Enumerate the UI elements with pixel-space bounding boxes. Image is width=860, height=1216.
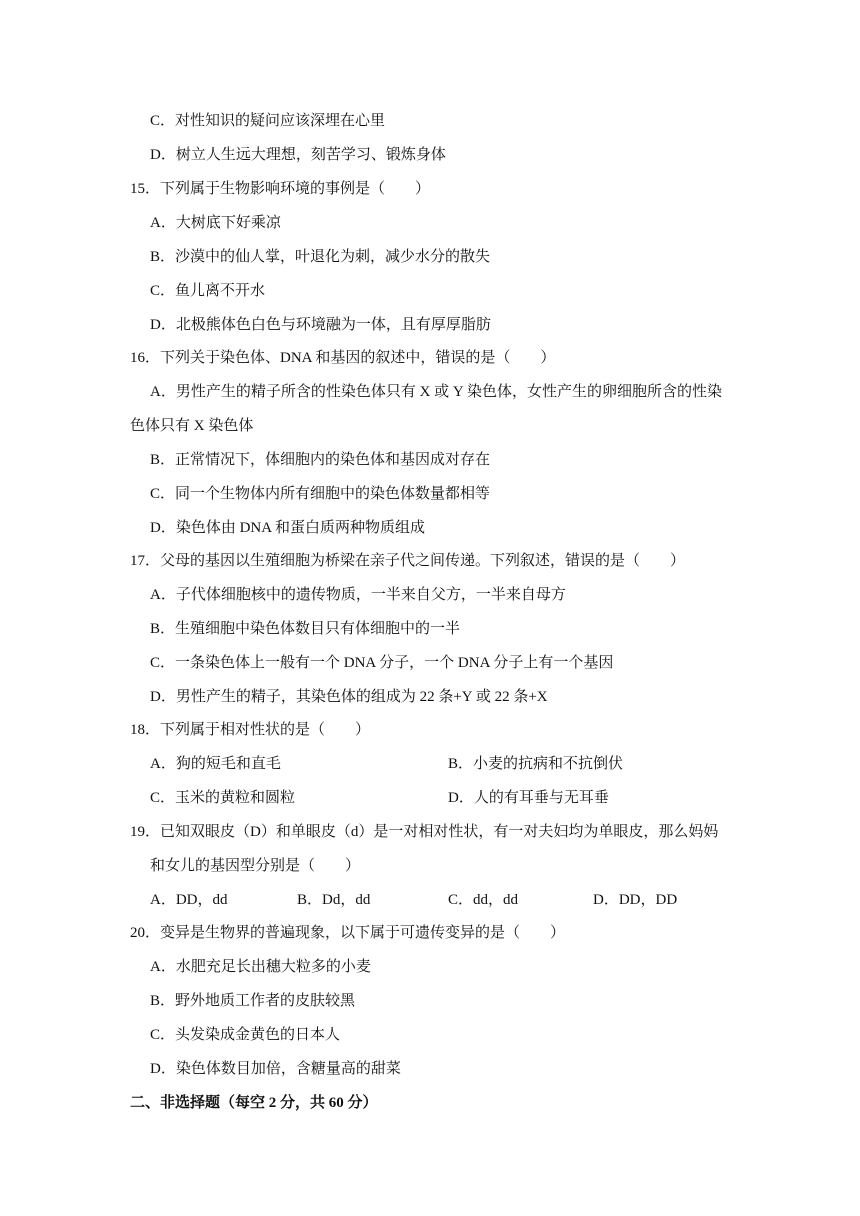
q15-option-d: D．北极熊体色白色与环境融为一体，且有厚厚脂肪	[150, 317, 491, 333]
q16-option-b: B．正常情况下，体细胞内的染色体和基因成对存在	[150, 452, 491, 468]
q18-option-c: C．玉米的黄粒和圆粒	[150, 790, 296, 806]
q14-option-d: D．树立人生远大理想，刻苦学习、锻炼身体	[150, 147, 446, 163]
q19-option-c: C．dd，dd	[448, 892, 519, 908]
question-20: 20．变异是生物界的普遍现象，以下属于可遗传变异的是（ ）	[130, 925, 566, 941]
q16-option-a-line1: A．男性产生的精子所含的性染色体只有 X 或 Y 染色体，女性产生的卵细胞所含的性染	[150, 384, 722, 400]
q19-option-a: A．DD，dd	[150, 892, 228, 908]
q16-option-d: D．染色体由 DNA 和蛋白质两种物质组成	[150, 520, 426, 536]
q19-option-d: D．DD，DD	[593, 892, 678, 908]
q16-option-c: C．同一个生物体内所有细胞中的染色体数量都相等	[150, 486, 491, 502]
question-19-line2: 和女儿的基因型分别是（ ）	[150, 858, 361, 874]
section-2-heading: 二、非选择题（每空 2 分，共 60 分）	[130, 1095, 378, 1111]
q20-option-a: A．水肥充足长出穗大粒多的小麦	[150, 959, 371, 975]
q18-option-a: A．狗的短毛和直毛	[150, 756, 281, 772]
q17-option-a: A．子代体细胞核中的遗传物质，一半来自父方，一半来自母方	[150, 587, 566, 603]
q15-option-c: C．鱼儿离不开水	[150, 283, 266, 299]
q19-option-b: B．Dd，dd	[297, 892, 371, 908]
question-18: 18．下列属于相对性状的是（ ）	[130, 722, 371, 738]
q20-option-d: D．染色体数目加倍，含糖量高的甜菜	[150, 1061, 401, 1077]
q17-option-c: C．一条染色体上一般有一个 DNA 分子，一个 DNA 分子上有一个基因	[150, 655, 614, 671]
question-16: 16．下列关于染色体、DNA 和基因的叙述中，错误的是（ ）	[130, 350, 556, 366]
q17-option-b: B．生殖细胞中染色体数目只有体细胞中的一半	[150, 621, 461, 637]
q20-option-c: C．头发染成金黄色的日本人	[150, 1027, 341, 1043]
q15-option-b: B．沙漠中的仙人掌，叶退化为刺，减少水分的散失	[150, 249, 491, 265]
q16-option-a-line2: 色体只有 X 染色体	[130, 418, 254, 434]
q18-option-d: D．人的有耳垂与无耳垂	[448, 790, 609, 806]
q14-option-c: C．对性知识的疑问应该深埋在心里	[150, 113, 386, 129]
question-19-line1: 19．已知双眼皮（D）和单眼皮（d）是一对相对性状，有一对夫妇均为单眼皮，那么妈妈	[130, 824, 719, 840]
q15-option-a: A．大树底下好乘凉	[150, 215, 281, 231]
q18-option-b: B．小麦的抗病和不抗倒伏	[448, 756, 624, 772]
q17-option-d: D．男性产生的精子，其染色体的组成为 22 条+Y 或 22 条+X	[150, 689, 548, 705]
q20-option-b: B．野外地质工作者的皮肤较黑	[150, 993, 356, 1009]
question-15: 15．下列属于生物影响环境的事例是（ ）	[130, 181, 431, 197]
question-17: 17．父母的基因以生殖细胞为桥梁在亲子代之间传递。下列叙述，错误的是（ ）	[130, 553, 686, 569]
